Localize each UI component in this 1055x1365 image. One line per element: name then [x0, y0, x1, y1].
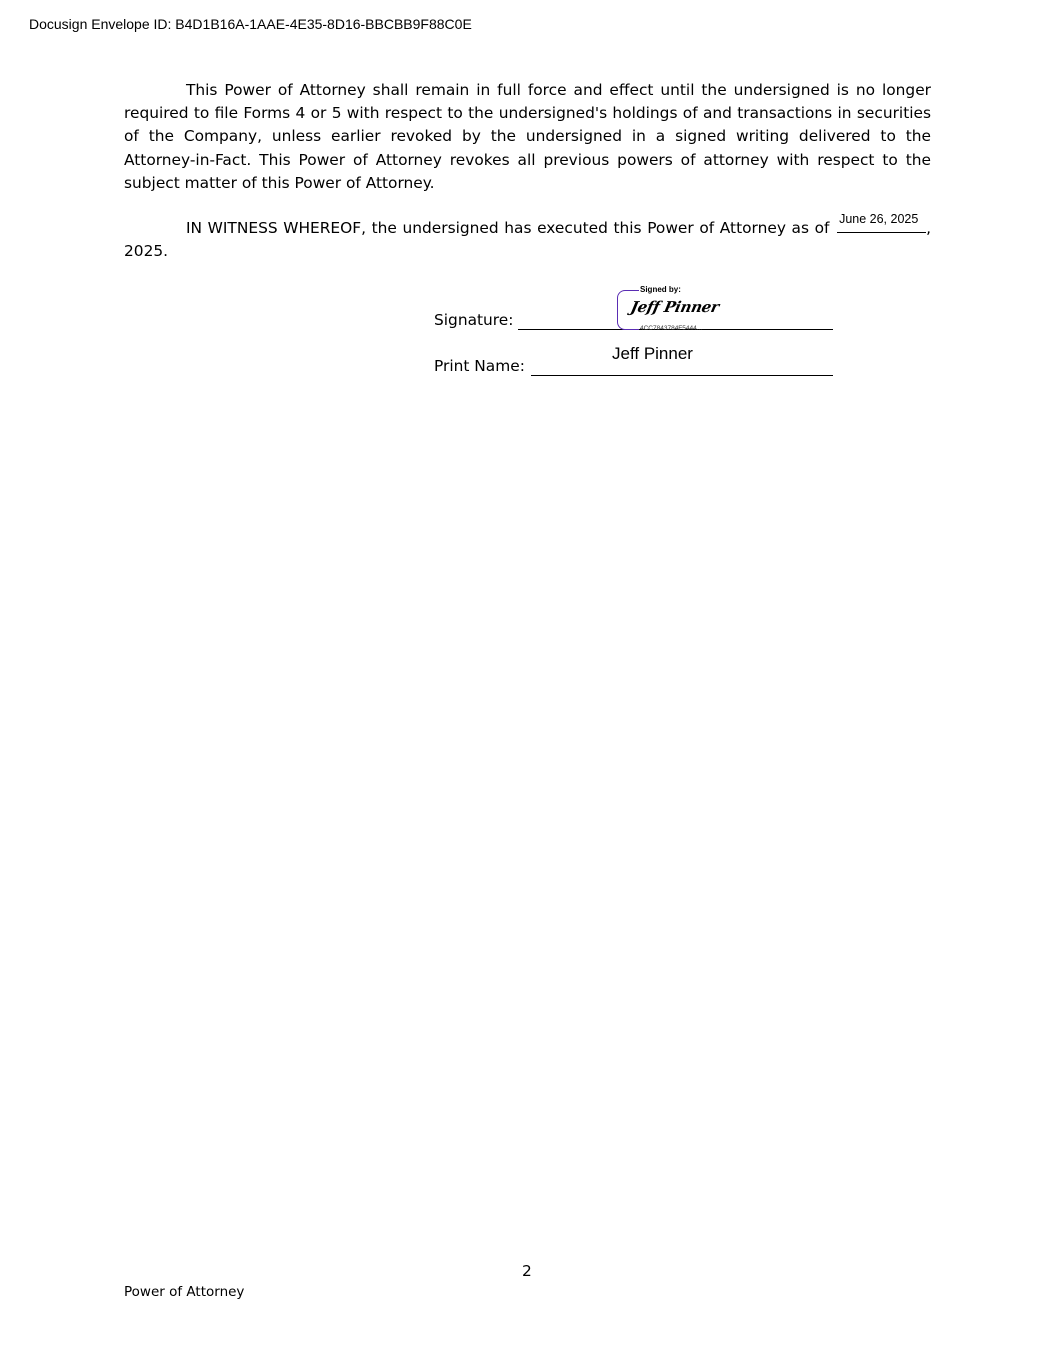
- witness-text: IN WITNESS WHEREOF, the undersigned has executed this Power of Attorney as of: [186, 219, 830, 237]
- power-of-attorney-duration-paragraph: This Power of Attorney shall remain in full force and effect until the undersigned is no longer required to file Forms 4 or 5 with respect to the undersigned's holdings of and transactions in securities of the Company, unless earlier revoked by the undersigned in a signed writing delivered to the Attorney-in-Fact. This Power of Attorney revokes all previous powers of attorney with respect to the subject matter of this Power of Attorney.: [124, 81, 931, 192]
- witness-paragraph: [124, 212, 931, 263]
- witness-year: 2025.: [124, 242, 169, 261]
- print-name-label: Print Name:: [434, 357, 525, 375]
- signature-label: Signature:: [434, 311, 514, 329]
- print-name-value[interactable]: Jeff Pinner: [612, 344, 693, 363]
- handwritten-signature: Jeff Pinner: [629, 298, 721, 316]
- footer-document-title: Power of Attorney: [124, 1284, 245, 1300]
- print-name-line: [531, 375, 833, 376]
- signature-hash: 4CC7843784F5444...: [640, 325, 703, 332]
- witness-comma: ,: [926, 219, 931, 237]
- witness-date-value: June 26, 2025: [839, 212, 919, 226]
- signed-by-label: Signed by:: [640, 285, 681, 294]
- page-number: 2: [522, 1262, 532, 1280]
- docusign-envelope-id: Docusign Envelope ID: B4D1B16A-1AAE-4E35-8D16-BBCBB9F88C0E: [29, 16, 472, 32]
- signature-bracket-top-tick: [631, 290, 639, 291]
- witness-date-field[interactable]: [837, 212, 926, 233]
- docusign-signature-block[interactable]: [617, 285, 737, 335]
- signature-bracket-bottom-tick: [631, 329, 639, 330]
